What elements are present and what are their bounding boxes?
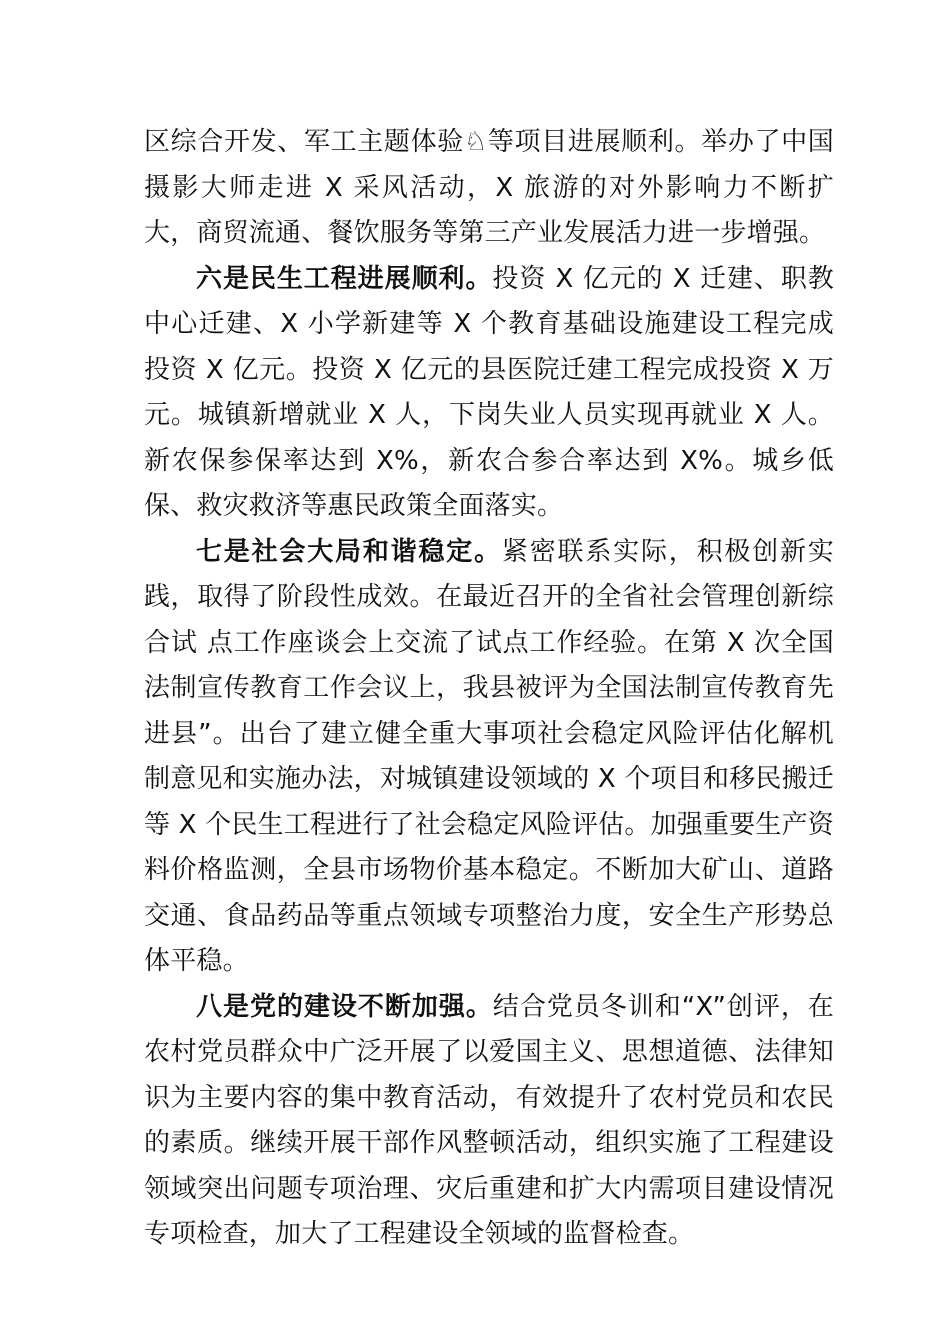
paragraph-continued — [144, 120, 834, 257]
paragraph-social-stability — [144, 530, 834, 985]
paragraph-livelihood — [144, 257, 834, 530]
paragraph-body: 投资 X 亿元的 X 迁建、职教中心迁建、X 小学新建等 X 个教育基础设施建设工程完成投资 X 亿元。投资 X 亿元的县医院迁建工程完成投资 X 万元。城镇新增就业 X 人，下岗失业人员实现再就业 X 人。新农保参保率达到 X%，新农合参合率达到 X%。城乡低保、救灾救济等惠民政策全面落实。 — [144, 263, 835, 521]
paragraph-heading: 六是民生工程进展顺利。 — [196, 263, 493, 294]
paragraph-party-building — [144, 985, 834, 1258]
paragraph-heading: 八是党的建设不断加强。 — [196, 991, 493, 1022]
document-body — [144, 120, 834, 1258]
paragraph-heading: 七是社会大局和谐稳定。 — [196, 536, 502, 567]
paragraph-body: 区综合开发、军工主题体验♘等项目进展顺利。举办了中国摄影大师走进 X 采风活动，X 旅游的对外影响力不断扩大，商贸流通、餐饮服务等第三产业发展活力进一步增强。 — [144, 127, 834, 248]
paragraph-body: 紧密联系实际，积极创新实践，取得了阶段性成效。在最近召开的全省社会管理创新综合试 点工作座谈会上交流了试点工作经验。在第 X 次全国法制宣传教育工作会议上，我县被评为全国法制宣传教育先进县”。出台了建立健全重大事项社会稳定风险评估化解机制意见和实施办法，对城镇建设领域的 X 个项目和移民搬迁等 X 个民生工程进行了社会稳定风险评估。加强重要生产资料价格监测，全县市场物价基本稳定。不断加大矿山、道路交通、食品药品等重点领域专项整治力度，安全生产形势总体平稳。 — [144, 536, 835, 976]
paragraph-body: 结合党员冬训和“X”创评，在农村党员群众中广泛开展了以爱国主义、思想道德、法律知识为主要内容的集中教育活动，有效提升了农村党员和农民的素质。继续开展干部作风整顿活动，组织实施了工程建设领域突出问题专项治理、灾后重建和扩大内需项目建设情况专项检查，加大了工程建设全领域的监督检查。 — [144, 991, 835, 1249]
